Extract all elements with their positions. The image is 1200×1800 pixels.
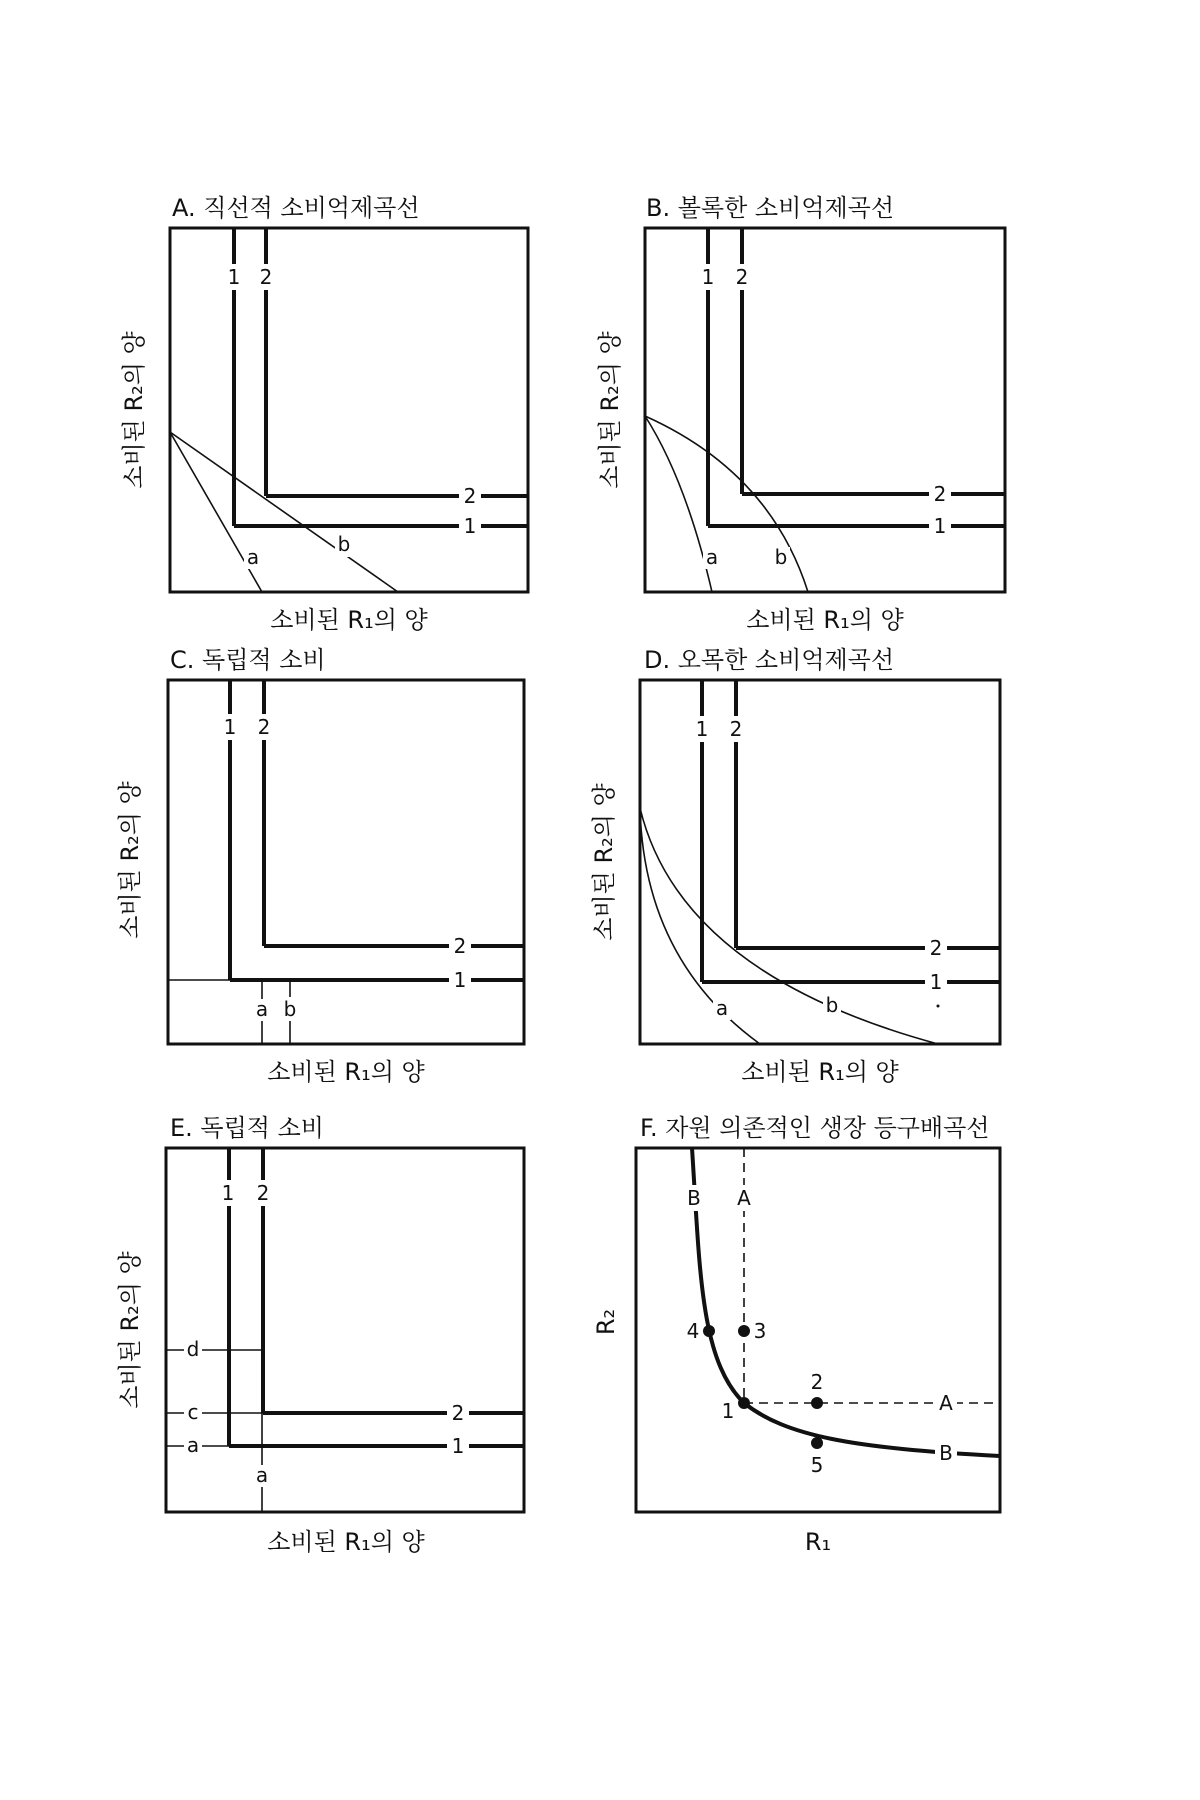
panel-c-curve-a-label: a (255, 997, 269, 1021)
panel-d-y-axis-label: 소비된 R₂의 양 (590, 783, 618, 941)
panel-d-isocline-2-label: 2 (729, 717, 743, 741)
panel-b-isocline-1-label-right: 1 (933, 514, 947, 538)
panel-f-point-5-label: 5 (810, 1453, 824, 1477)
panel-f-point-2 (811, 1397, 823, 1409)
panel-b-isocline-2-label-right: 2 (933, 482, 947, 506)
panel-d-curve-a-label: a (715, 996, 729, 1020)
panel-c-isocline-1-label: 1 (223, 715, 237, 739)
panel-f-x-axis-label: R₁ (804, 1528, 832, 1556)
panel-e-curve-a-left-label: a (186, 1433, 200, 1457)
panel-f-curve-a-right-label: A (939, 1391, 953, 1415)
panel-d-curve-b-label: b (825, 993, 839, 1017)
panel-e-curve-d-label: d (186, 1337, 200, 1361)
panel-a-consumption-line-b (170, 432, 398, 592)
panel-a-curve-b-label: b (337, 532, 351, 556)
panel-b-curve-a-label: a (705, 545, 719, 569)
panel-f-point-1 (738, 1397, 750, 1409)
panel-b-consumption-curve-a (645, 416, 712, 592)
panel-b-title: B. 볼록한 소비억제곡선 (646, 194, 895, 222)
panel-e-isocline-1-label-right: 1 (451, 1434, 465, 1458)
panel-a-y-axis-label: 소비된 R₂의 양 (120, 331, 148, 489)
panel-d-x-axis-label: 소비된 R₁의 양 (741, 1058, 899, 1086)
panel-a-isocline-1-label-right: 1 (463, 514, 477, 538)
panel-b-isocline-1-label: 1 (701, 265, 715, 289)
panel-c-title: C. 독립적 소비 (170, 646, 326, 674)
panel-c-isocline-1-label-right: 1 (453, 968, 467, 992)
panel-d (590, 646, 1000, 1086)
panel-e-x-axis-label: 소비된 R₁의 양 (267, 1528, 425, 1556)
panel-f (592, 1114, 1000, 1556)
panel-e (116, 1114, 524, 1556)
panel-d-title: D. 오목한 소비억제곡선 (644, 646, 895, 674)
panel-f-point-2-label: 2 (810, 1370, 824, 1394)
panel-f-title: F. 자원 의존적인 생장 등구배곡선 (640, 1114, 990, 1142)
panel-f-point-4-label: 4 (686, 1319, 700, 1343)
panel-f-curve-b-right-label: B (939, 1441, 953, 1465)
panel-b-y-axis-label: 소비된 R₂의 양 (596, 331, 624, 489)
panel-c-y-axis-label: 소비된 R₂의 양 (116, 781, 144, 939)
panel-f-point-5 (811, 1437, 823, 1449)
panel-d-isocline-1-label-right: 1 (929, 970, 943, 994)
panel-a-title: A. 직선적 소비억제곡선 (172, 194, 420, 222)
panel-a (120, 194, 528, 634)
panel-d-consumption-curve-b (640, 808, 938, 1044)
panel-c-x-axis-label: 소비된 R₁의 양 (267, 1058, 425, 1086)
panel-e-isocline-1-label: 1 (221, 1181, 235, 1205)
panel-c-curve-b-label: b (283, 997, 297, 1021)
panel-a-curve-a-label: a (246, 545, 260, 569)
panel-e-y-axis-label: 소비된 R₂의 양 (116, 1251, 144, 1409)
panel-b-isocline-2-label: 2 (735, 265, 749, 289)
panel-b-curve-b-label: b (774, 545, 788, 569)
panel-f-point-4 (703, 1325, 715, 1337)
panel-a-isocline-2-label-right: 2 (463, 484, 477, 508)
panel-b (596, 194, 1005, 634)
panel-f-point-3 (738, 1325, 750, 1337)
panel-d-speck (937, 1005, 940, 1008)
panel-d-isocline-2-label-right: 2 (929, 936, 943, 960)
panel-c-isocline-2-label-right: 2 (453, 934, 467, 958)
panel-f-curve-a-top-label: A (737, 1186, 751, 1210)
panel-f-y-axis-label: R₂ (592, 1308, 620, 1336)
panel-c (116, 646, 524, 1086)
panel-e-curve-c-label: c (187, 1400, 199, 1424)
panel-b-x-axis-label: 소비된 R₁의 양 (746, 606, 904, 634)
panel-f-curve-b-top-label: B (687, 1186, 701, 1210)
panel-a-isocline-1-label: 1 (227, 265, 241, 289)
panel-f-point-1-label: 1 (721, 1399, 735, 1423)
panel-d-isocline-1-label: 1 (695, 717, 709, 741)
panel-e-curve-a-bottom-label: a (255, 1463, 269, 1487)
panel-e-isocline-2-label: 2 (256, 1181, 270, 1205)
panel-a-isocline-2-label: 2 (259, 265, 273, 289)
panel-e-isocline-2-label-right: 2 (451, 1401, 465, 1425)
panel-a-x-axis-label: 소비된 R₁의 양 (270, 606, 428, 634)
panel-c-isocline-2-label: 2 (257, 715, 271, 739)
panel-f-point-3-label: 3 (753, 1319, 767, 1343)
panel-e-title: E. 독립적 소비 (170, 1114, 324, 1142)
